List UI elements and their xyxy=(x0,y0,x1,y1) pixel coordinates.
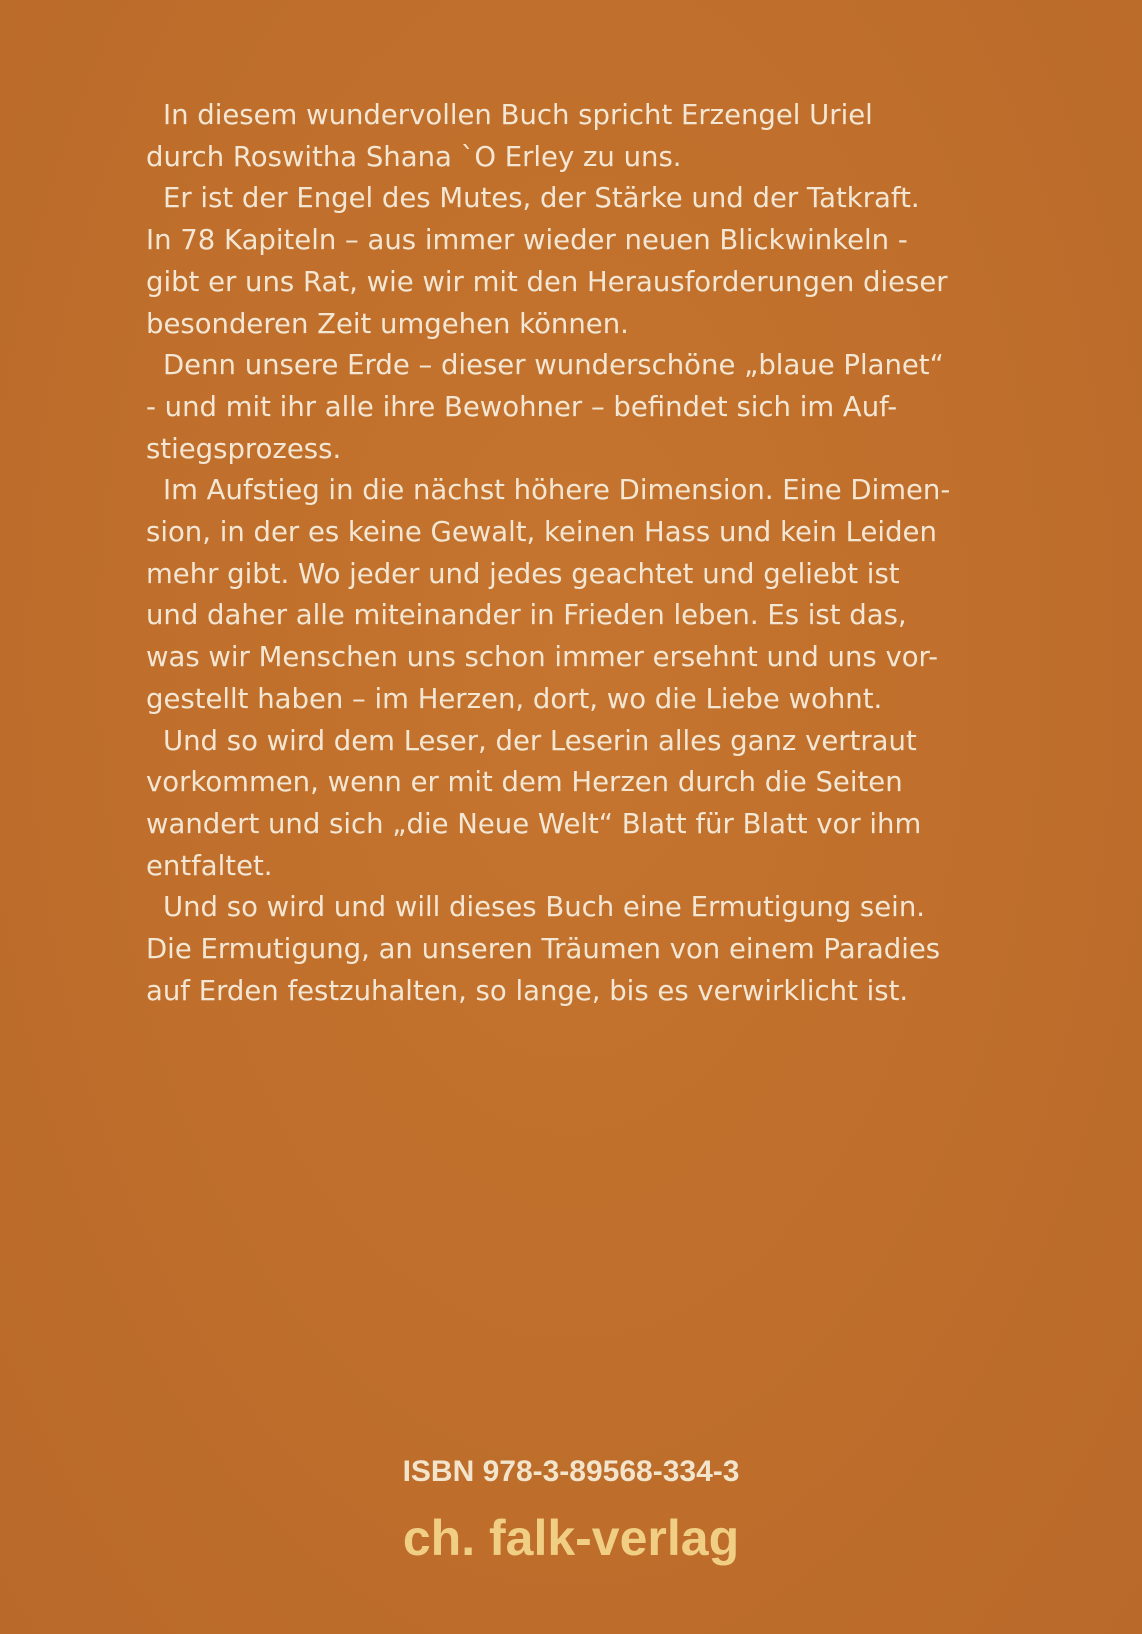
blurb-line: besonderen Zeit umgehen können. xyxy=(146,307,629,340)
blurb-line: durch Roswitha Shana `O Erley zu uns. xyxy=(146,140,682,173)
blurb-line: Und so wird und will dieses Buch eine Ermutigung sein. xyxy=(163,891,925,924)
blurb-line: auf Erden festzuhalten, so lange, bis es verwirklicht ist. xyxy=(146,974,909,1007)
blurb-line: sion, in der es keine Gewalt, keinen Hass und kein Leiden xyxy=(146,516,937,549)
blurb-line: - und mit ihr alle ihre Bewohner – befindet sich im Auf- xyxy=(146,390,898,423)
blurb-line: Und so wird dem Leser, der Leserin alles ganz vertraut xyxy=(163,724,917,757)
blurb-line: entfaltet. xyxy=(146,849,273,882)
blurb-line: gestellt haben – im Herzen, dort, wo die Liebe wohnt. xyxy=(146,682,883,715)
blurb-line: Denn unsere Erde – dieser wunderschöne „blaue Planet“ xyxy=(163,349,944,382)
blurb-line: In 78 Kapiteln – aus immer wieder neuen Blickwinkeln - xyxy=(146,224,908,257)
blurb-line: In diesem wundervollen Buch spricht Erzengel Uriel xyxy=(163,99,873,131)
blurb-line: mehr gibt. Wo jeder und jedes geachtet und geliebt ist xyxy=(146,557,900,590)
blurb-line: was wir Menschen uns schon immer ersehnt und uns vor- xyxy=(146,641,939,674)
blurb-line: Die Ermutigung, an unseren Träumen von einem Paradies xyxy=(146,933,941,966)
blurb-line: stiegsprozess. xyxy=(146,432,342,465)
blurb-line: wandert und sich „die Neue Welt“ Blatt für Blatt vor ihm xyxy=(146,807,922,840)
blurb-line: vorkommen, wenn er mit dem Herzen durch die Seiten xyxy=(146,766,903,799)
blurb-line: und daher alle miteinander in Frieden leben. Es ist das, xyxy=(146,599,907,632)
blurb-text xyxy=(146,95,1006,1012)
blurb-line: gibt er uns Rat, wie wir mit den Herausforderungen dieser xyxy=(146,265,948,298)
isbn-number: ISBN 978-3-89568-334-3 xyxy=(402,1455,740,1488)
publisher-name: ch. falk-verlag xyxy=(402,1510,740,1566)
blurb-line: Im Aufstieg in die nächst höhere Dimension. Eine Dimen- xyxy=(163,474,951,507)
blurb-line: Er ist der Engel des Mutes, der Stärke und der Tatkraft. xyxy=(163,182,920,215)
